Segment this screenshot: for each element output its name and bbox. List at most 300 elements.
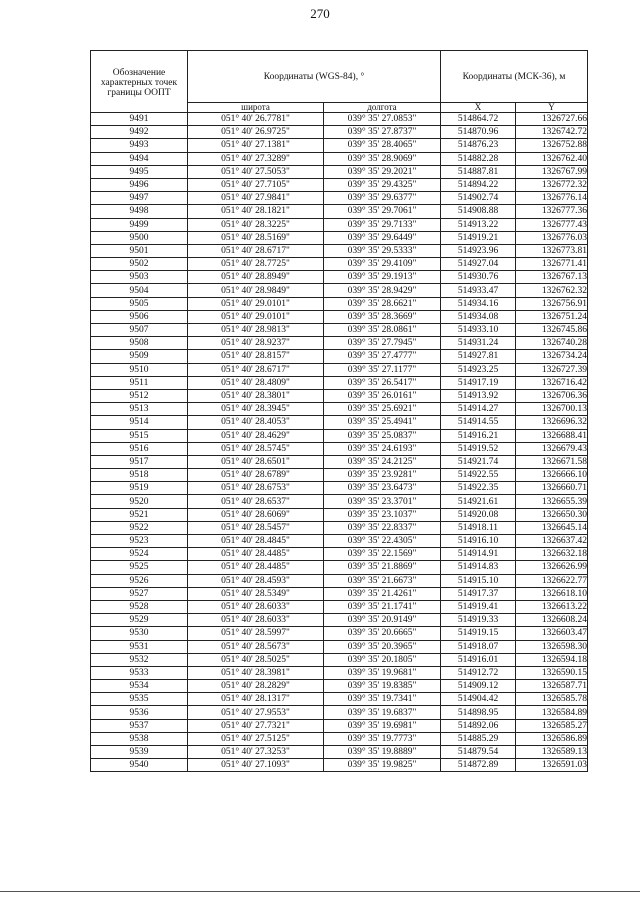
longitude-cell: 039° 35' 29.4109" — [324, 258, 441, 271]
latitude-cell: 051° 40' 28.5673" — [188, 640, 324, 653]
y-cell: 1326655.39 — [516, 495, 588, 508]
point-id-cell: 9496 — [91, 178, 188, 191]
table-row — [91, 653, 588, 666]
x-cell: 514913.22 — [441, 218, 516, 231]
y-cell: 1326762.40 — [516, 152, 588, 165]
y-cell: 1326626.99 — [516, 561, 588, 574]
longitude-cell: 039° 35' 19.9825" — [324, 759, 441, 772]
y-cell: 1326706.36 — [516, 389, 588, 402]
x-cell: 514904.42 — [441, 693, 516, 706]
latitude-cell: 051° 40' 28.9849" — [188, 284, 324, 297]
point-id-cell: 9502 — [91, 258, 188, 271]
longitude-cell: 039° 35' 25.0837" — [324, 429, 441, 442]
x-cell: 514882.28 — [441, 152, 516, 165]
longitude-cell: 039° 35' 19.7341" — [324, 693, 441, 706]
table-row — [91, 297, 588, 310]
latitude-cell: 051° 40' 26.9725" — [188, 126, 324, 139]
longitude-cell: 039° 35' 29.7133" — [324, 218, 441, 231]
table-row — [91, 574, 588, 587]
x-cell: 514931.24 — [441, 337, 516, 350]
x-cell: 514914.55 — [441, 416, 516, 429]
longitude-cell: 039° 35' 24.6193" — [324, 442, 441, 455]
latitude-cell: 051° 40' 27.7105" — [188, 178, 324, 191]
point-id-cell: 9536 — [91, 706, 188, 719]
longitude-cell: 039° 35' 27.0853" — [324, 113, 441, 126]
point-id-cell: 9516 — [91, 442, 188, 455]
point-id-cell: 9494 — [91, 152, 188, 165]
longitude-cell: 039° 35' 28.0861" — [324, 324, 441, 337]
page-number: 270 — [310, 6, 330, 21]
latitude-cell: 051° 40' 27.3289" — [188, 152, 324, 165]
y-cell: 1326767.13 — [516, 271, 588, 284]
x-cell: 514914.27 — [441, 403, 516, 416]
longitude-cell: 039° 35' 19.7773" — [324, 732, 441, 745]
x-cell: 514927.81 — [441, 350, 516, 363]
x-cell: 514908.88 — [441, 205, 516, 218]
longitude-cell: 039° 35' 27.4777" — [324, 350, 441, 363]
table-row — [91, 614, 588, 627]
longitude-cell: 039° 35' 19.6837" — [324, 706, 441, 719]
x-cell: 514919.41 — [441, 600, 516, 613]
table-row — [91, 719, 588, 732]
y-cell: 1326745.86 — [516, 324, 588, 337]
x-cell: 514923.96 — [441, 244, 516, 257]
point-id-cell: 9504 — [91, 284, 188, 297]
point-id-cell: 9511 — [91, 376, 188, 389]
y-cell: 1326762.32 — [516, 284, 588, 297]
y-cell: 1326767.99 — [516, 165, 588, 178]
table-row — [91, 363, 588, 376]
latitude-cell: 051° 40' 28.4485" — [188, 561, 324, 574]
table-row — [91, 693, 588, 706]
point-id-cell: 9509 — [91, 350, 188, 363]
latitude-cell: 051° 40' 28.6753" — [188, 482, 324, 495]
latitude-cell: 051° 40' 27.5125" — [188, 732, 324, 745]
y-cell: 1326776.03 — [516, 231, 588, 244]
longitude-cell: 039° 35' 28.4065" — [324, 139, 441, 152]
latitude-cell: 051° 40' 28.4593" — [188, 574, 324, 587]
longitude-cell: 039° 35' 20.1805" — [324, 653, 441, 666]
y-cell: 1326622.77 — [516, 574, 588, 587]
point-id-cell: 9535 — [91, 693, 188, 706]
longitude-cell: 039° 35' 19.9681" — [324, 666, 441, 679]
y-cell: 1326773.81 — [516, 244, 588, 257]
latitude-cell: 051° 40' 29.0101" — [188, 310, 324, 323]
y-cell: 1326598.30 — [516, 640, 588, 653]
x-cell: 514879.54 — [441, 746, 516, 759]
latitude-cell: 051° 40' 28.6789" — [188, 469, 324, 482]
latitude-cell: 051° 40' 28.4485" — [188, 548, 324, 561]
table-row — [91, 205, 588, 218]
point-id-cell: 9492 — [91, 126, 188, 139]
y-cell: 1326734.24 — [516, 350, 588, 363]
point-id-cell: 9538 — [91, 732, 188, 745]
point-id-cell: 9505 — [91, 297, 188, 310]
table-row — [91, 746, 588, 759]
longitude-column-header: долгота — [324, 103, 441, 113]
x-cell: 514914.83 — [441, 561, 516, 574]
table-row — [91, 218, 588, 231]
longitude-cell: 039° 35' 25.4941" — [324, 416, 441, 429]
longitude-cell: 039° 35' 22.8337" — [324, 521, 441, 534]
point-id-cell: 9512 — [91, 389, 188, 402]
latitude-cell: 051° 40' 28.9813" — [188, 324, 324, 337]
y-cell: 1326776.14 — [516, 192, 588, 205]
longitude-cell: 039° 35' 22.1569" — [324, 548, 441, 561]
x-cell: 514876.23 — [441, 139, 516, 152]
longitude-cell: 039° 35' 23.6473" — [324, 482, 441, 495]
table-row — [91, 627, 588, 640]
table-row — [91, 113, 588, 126]
x-column-header: X — [441, 103, 516, 113]
table-row — [91, 231, 588, 244]
y-cell: 1326742.72 — [516, 126, 588, 139]
table-row — [91, 482, 588, 495]
point-id-cell: 9522 — [91, 521, 188, 534]
table-body — [91, 113, 588, 772]
point-id-cell: 9539 — [91, 746, 188, 759]
longitude-cell: 039° 35' 29.4325" — [324, 178, 441, 191]
table-row — [91, 258, 588, 271]
y-cell: 1326591.03 — [516, 759, 588, 772]
y-column-header: Y — [516, 103, 588, 113]
latitude-cell: 051° 40' 28.6717" — [188, 363, 324, 376]
latitude-cell: 051° 40' 28.1821" — [188, 205, 324, 218]
longitude-cell: 039° 35' 29.1913" — [324, 271, 441, 284]
longitude-cell: 039° 35' 29.7061" — [324, 205, 441, 218]
y-cell: 1326716.42 — [516, 376, 588, 389]
latitude-cell: 051° 40' 26.7781" — [188, 113, 324, 126]
table-row — [91, 429, 588, 442]
latitude-cell: 051° 40' 28.5025" — [188, 653, 324, 666]
y-cell: 1326584.89 — [516, 706, 588, 719]
point-id-cell: 9519 — [91, 482, 188, 495]
point-id-cell: 9517 — [91, 455, 188, 468]
table-row — [91, 178, 588, 191]
latitude-cell: 051° 40' 28.7725" — [188, 258, 324, 271]
longitude-cell: 039° 35' 26.0161" — [324, 389, 441, 402]
y-cell: 1326594.18 — [516, 653, 588, 666]
longitude-cell: 039° 35' 29.6377" — [324, 192, 441, 205]
x-cell: 514898.95 — [441, 706, 516, 719]
longitude-cell: 039° 35' 26.5417" — [324, 376, 441, 389]
x-cell: 514917.19 — [441, 376, 516, 389]
x-cell: 514916.21 — [441, 429, 516, 442]
y-cell: 1326608.24 — [516, 614, 588, 627]
longitude-cell: 039° 35' 21.4261" — [324, 587, 441, 600]
table-row — [91, 324, 588, 337]
latitude-cell: 051° 40' 28.6069" — [188, 508, 324, 521]
point-id-cell: 9530 — [91, 627, 188, 640]
latitude-cell: 051° 40' 28.3801" — [188, 389, 324, 402]
x-cell: 514922.55 — [441, 469, 516, 482]
point-id-cell: 9506 — [91, 310, 188, 323]
table-row — [91, 455, 588, 468]
table-row — [91, 376, 588, 389]
x-cell: 514902.74 — [441, 192, 516, 205]
latitude-cell: 051° 40' 28.9237" — [188, 337, 324, 350]
longitude-cell: 039° 35' 20.6665" — [324, 627, 441, 640]
table-row — [91, 732, 588, 745]
table-row — [91, 680, 588, 693]
y-cell: 1326700.13 — [516, 403, 588, 416]
table-row — [91, 495, 588, 508]
point-id-cell: 9491 — [91, 113, 188, 126]
point-id-cell: 9529 — [91, 614, 188, 627]
longitude-cell: 039° 35' 24.2125" — [324, 455, 441, 468]
latitude-cell: 051° 40' 28.2829" — [188, 680, 324, 693]
x-cell: 514918.11 — [441, 521, 516, 534]
longitude-cell: 039° 35' 28.9429" — [324, 284, 441, 297]
point-id-cell: 9501 — [91, 244, 188, 257]
table-row — [91, 416, 588, 429]
y-cell: 1326660.71 — [516, 482, 588, 495]
point-id-cell: 9503 — [91, 271, 188, 284]
x-cell: 514892.06 — [441, 719, 516, 732]
longitude-cell: 039° 35' 29.6449" — [324, 231, 441, 244]
table-row — [91, 350, 588, 363]
table-row — [91, 666, 588, 679]
table-row — [91, 587, 588, 600]
table-row — [91, 706, 588, 719]
table-row — [91, 284, 588, 297]
point-id-cell: 9533 — [91, 666, 188, 679]
y-cell: 1326632.18 — [516, 548, 588, 561]
table-row — [91, 442, 588, 455]
x-cell: 514933.10 — [441, 324, 516, 337]
longitude-cell: 039° 35' 28.3669" — [324, 310, 441, 323]
point-id-cell: 9507 — [91, 324, 188, 337]
msk-column-header: Координаты (МСК-36), м — [441, 51, 588, 103]
latitude-cell: 051° 40' 28.6537" — [188, 495, 324, 508]
table-row — [91, 508, 588, 521]
latitude-cell: 051° 40' 28.4845" — [188, 535, 324, 548]
latitude-cell: 051° 40' 27.7321" — [188, 719, 324, 732]
table-row — [91, 469, 588, 482]
x-cell: 514916.10 — [441, 535, 516, 548]
point-id-cell: 9532 — [91, 653, 188, 666]
latitude-cell: 051° 40' 28.1317" — [188, 693, 324, 706]
x-cell: 514917.37 — [441, 587, 516, 600]
latitude-cell: 051° 40' 28.5997" — [188, 627, 324, 640]
latitude-cell: 051° 40' 28.3945" — [188, 403, 324, 416]
y-cell: 1326727.66 — [516, 113, 588, 126]
point-id-cell: 9521 — [91, 508, 188, 521]
point-id-cell: 9493 — [91, 139, 188, 152]
longitude-cell: 039° 35' 20.9149" — [324, 614, 441, 627]
latitude-cell: 051° 40' 28.8157" — [188, 350, 324, 363]
y-cell: 1326752.88 — [516, 139, 588, 152]
longitude-cell: 039° 35' 21.6673" — [324, 574, 441, 587]
longitude-cell: 039° 35' 29.5333" — [324, 244, 441, 257]
point-column-header: Обозначение характерных точек границы ООПТ — [91, 51, 188, 113]
table-row — [91, 389, 588, 402]
latitude-cell: 051° 40' 28.3225" — [188, 218, 324, 231]
table-row — [91, 271, 588, 284]
latitude-cell: 051° 40' 28.5457" — [188, 521, 324, 534]
x-cell: 514919.33 — [441, 614, 516, 627]
y-cell: 1326727.39 — [516, 363, 588, 376]
table-row — [91, 640, 588, 653]
point-id-cell: 9495 — [91, 165, 188, 178]
point-id-cell: 9531 — [91, 640, 188, 653]
y-cell: 1326585.78 — [516, 693, 588, 706]
table-row — [91, 535, 588, 548]
y-cell: 1326666.10 — [516, 469, 588, 482]
y-cell: 1326613.22 — [516, 600, 588, 613]
table-row — [91, 548, 588, 561]
latitude-cell: 051° 40' 28.3981" — [188, 666, 324, 679]
table-row — [91, 310, 588, 323]
longitude-cell: 039° 35' 29.2021" — [324, 165, 441, 178]
y-cell: 1326777.43 — [516, 218, 588, 231]
point-id-cell: 9528 — [91, 600, 188, 613]
latitude-cell: 051° 40' 28.4629" — [188, 429, 324, 442]
x-cell: 514864.72 — [441, 113, 516, 126]
y-cell: 1326586.89 — [516, 732, 588, 745]
x-cell: 514923.25 — [441, 363, 516, 376]
x-cell: 514913.92 — [441, 389, 516, 402]
table-row — [91, 759, 588, 772]
x-cell: 514918.07 — [441, 640, 516, 653]
latitude-cell: 051° 40' 28.5745" — [188, 442, 324, 455]
y-cell: 1326696.32 — [516, 416, 588, 429]
x-cell: 514922.35 — [441, 482, 516, 495]
point-id-cell: 9510 — [91, 363, 188, 376]
x-cell: 514909.12 — [441, 680, 516, 693]
x-cell: 514919.15 — [441, 627, 516, 640]
y-cell: 1326637.42 — [516, 535, 588, 548]
point-id-cell: 9525 — [91, 561, 188, 574]
y-cell: 1326751.24 — [516, 310, 588, 323]
point-id-cell: 9499 — [91, 218, 188, 231]
x-cell: 514912.72 — [441, 666, 516, 679]
longitude-cell: 039° 35' 23.3701" — [324, 495, 441, 508]
longitude-cell: 039° 35' 27.1177" — [324, 363, 441, 376]
latitude-cell: 051° 40' 28.6717" — [188, 244, 324, 257]
y-cell: 1326590.15 — [516, 666, 588, 679]
point-id-cell: 9523 — [91, 535, 188, 548]
table-row — [91, 126, 588, 139]
x-cell: 514916.01 — [441, 653, 516, 666]
x-cell: 514894.22 — [441, 178, 516, 191]
point-id-cell: 9526 — [91, 574, 188, 587]
x-cell: 514870.96 — [441, 126, 516, 139]
longitude-cell: 039° 35' 19.6981" — [324, 719, 441, 732]
latitude-cell: 051° 40' 27.9841" — [188, 192, 324, 205]
latitude-cell: 051° 40' 28.4053" — [188, 416, 324, 429]
x-cell: 514872.89 — [441, 759, 516, 772]
y-cell: 1326740.28 — [516, 337, 588, 350]
longitude-cell: 039° 35' 19.8889" — [324, 746, 441, 759]
latitude-cell: 051° 40' 28.8949" — [188, 271, 324, 284]
longitude-cell: 039° 35' 28.6621" — [324, 297, 441, 310]
point-id-cell: 9527 — [91, 587, 188, 600]
x-cell: 514934.16 — [441, 297, 516, 310]
longitude-cell: 039° 35' 23.9281" — [324, 469, 441, 482]
x-cell: 514914.91 — [441, 548, 516, 561]
table-row — [91, 561, 588, 574]
y-cell: 1326772.32 — [516, 178, 588, 191]
longitude-cell: 039° 35' 20.3965" — [324, 640, 441, 653]
point-id-cell: 9515 — [91, 429, 188, 442]
y-cell: 1326679.43 — [516, 442, 588, 455]
longitude-cell: 039° 35' 25.6921" — [324, 403, 441, 416]
table-row — [91, 521, 588, 534]
y-cell: 1326756.91 — [516, 297, 588, 310]
table-row — [91, 403, 588, 416]
longitude-cell: 039° 35' 21.1741" — [324, 600, 441, 613]
y-cell: 1326603.47 — [516, 627, 588, 640]
point-id-cell: 9540 — [91, 759, 188, 772]
table-row — [91, 337, 588, 350]
wgs-column-header: Координаты (WGS-84), ° — [188, 51, 441, 103]
longitude-cell: 039° 35' 27.7945" — [324, 337, 441, 350]
x-cell: 514919.21 — [441, 231, 516, 244]
table-row — [91, 139, 588, 152]
point-id-cell: 9513 — [91, 403, 188, 416]
latitude-cell: 051° 40' 27.1381" — [188, 139, 324, 152]
latitude-cell: 051° 40' 27.3253" — [188, 746, 324, 759]
latitude-cell: 051° 40' 28.4809" — [188, 376, 324, 389]
x-cell: 514920.08 — [441, 508, 516, 521]
point-id-cell: 9508 — [91, 337, 188, 350]
point-id-cell: 9498 — [91, 205, 188, 218]
y-cell: 1326618.10 — [516, 587, 588, 600]
latitude-cell: 051° 40' 27.5053" — [188, 165, 324, 178]
x-cell: 514927.04 — [441, 258, 516, 271]
point-id-cell: 9524 — [91, 548, 188, 561]
longitude-cell: 039° 35' 23.1037" — [324, 508, 441, 521]
y-cell: 1326671.58 — [516, 455, 588, 468]
x-cell: 514921.61 — [441, 495, 516, 508]
latitude-cell: 051° 40' 28.5349" — [188, 587, 324, 600]
bottom-edge-line — [0, 891, 640, 892]
longitude-cell: 039° 35' 27.8737" — [324, 126, 441, 139]
table-row — [91, 600, 588, 613]
latitude-cell: 051° 40' 28.5169" — [188, 231, 324, 244]
latitude-column-header: широта — [188, 103, 324, 113]
y-cell: 1326771.41 — [516, 258, 588, 271]
coordinates-table — [90, 50, 588, 772]
latitude-cell: 051° 40' 28.6033" — [188, 600, 324, 613]
point-id-cell: 9534 — [91, 680, 188, 693]
latitude-cell: 051° 40' 29.0101" — [188, 297, 324, 310]
longitude-cell: 039° 35' 22.4305" — [324, 535, 441, 548]
latitude-cell: 051° 40' 28.6501" — [188, 455, 324, 468]
table-row — [91, 165, 588, 178]
point-id-cell: 9500 — [91, 231, 188, 244]
x-cell: 514934.08 — [441, 310, 516, 323]
table-row — [91, 152, 588, 165]
x-cell: 514915.10 — [441, 574, 516, 587]
x-cell: 514885.29 — [441, 732, 516, 745]
y-cell: 1326587.71 — [516, 680, 588, 693]
longitude-cell: 039° 35' 19.8385" — [324, 680, 441, 693]
latitude-cell: 051° 40' 28.6033" — [188, 614, 324, 627]
y-cell: 1326777.36 — [516, 205, 588, 218]
longitude-cell: 039° 35' 28.9069" — [324, 152, 441, 165]
x-cell: 514933.47 — [441, 284, 516, 297]
x-cell: 514887.81 — [441, 165, 516, 178]
point-id-cell: 9537 — [91, 719, 188, 732]
y-cell: 1326650.30 — [516, 508, 588, 521]
point-id-cell: 9497 — [91, 192, 188, 205]
point-id-cell: 9514 — [91, 416, 188, 429]
y-cell: 1326589.13 — [516, 746, 588, 759]
y-cell: 1326688.41 — [516, 429, 588, 442]
table-row — [91, 244, 588, 257]
